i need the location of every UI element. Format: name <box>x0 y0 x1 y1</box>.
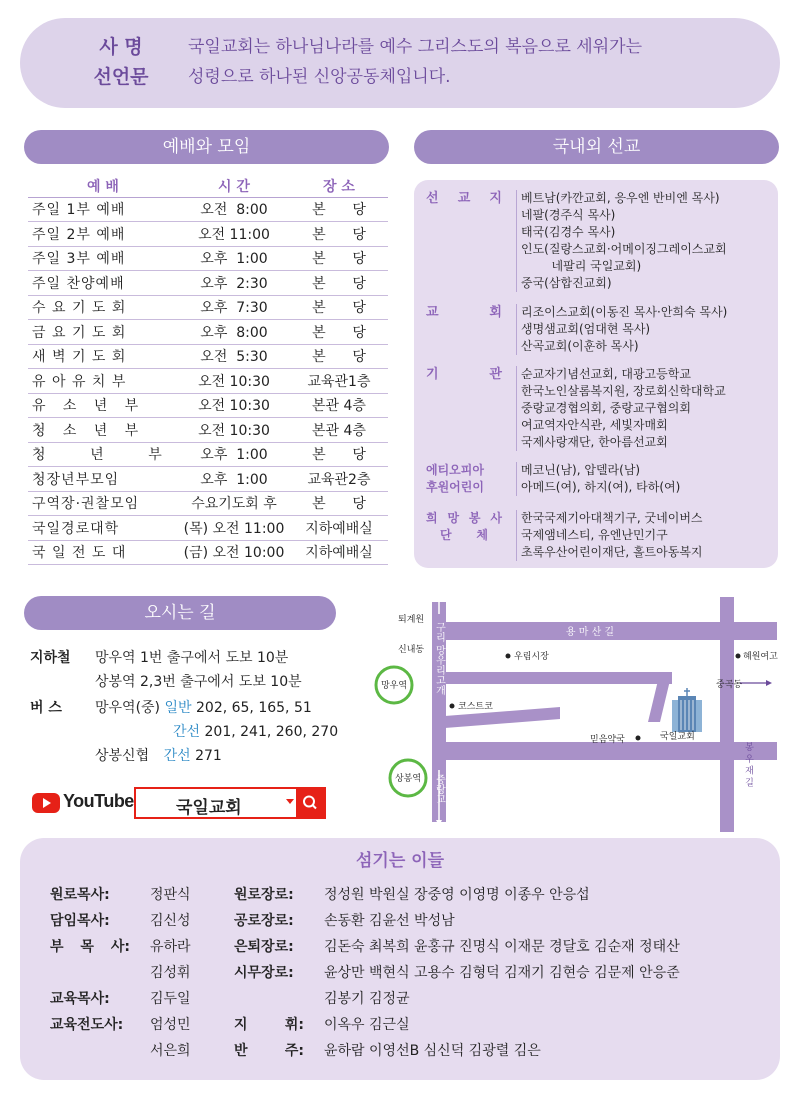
worship-time-cell: 오전 10:30 <box>178 369 290 394</box>
worship-time-cell: 오전 10:30 <box>178 418 290 443</box>
mission-item: 산곡교회(이훈하 목사) <box>521 339 639 353</box>
worship-place-cell: 본 당 <box>290 246 388 271</box>
map-label-sangbong-station: 상봉역 <box>394 774 422 784</box>
mission-item: 네팔(경주식 목사) <box>521 208 616 222</box>
worship-place-cell: 본 당 <box>290 442 388 467</box>
mission-text-line1: 국일교회는 하나님나라를 예수 그리스도의 복음으로 세워가는 <box>188 37 642 57</box>
map-label-junggok: 중곡동 <box>716 680 743 690</box>
search-button[interactable] <box>296 789 324 817</box>
mission-item: 국제앰네스티, 유엔난민기구 <box>521 528 668 542</box>
subway-route-2: 상봉역 2,3번 출구에서 도보 10분 <box>95 674 302 690</box>
mission-title <box>86 32 156 92</box>
worship-service-cell: 청장년부모임 <box>28 467 178 492</box>
bus-trunk-routes: 201, 241, 260, 270 <box>204 724 339 740</box>
worship-time-cell: 오후 1:00 <box>178 442 290 467</box>
server-name: 김성휘 <box>150 965 191 981</box>
worship-row <box>28 295 388 320</box>
map-road-middle <box>432 672 672 684</box>
bus-type-trunk: 간선 <box>163 748 191 764</box>
map-label-costco: 코스트코 <box>458 702 493 712</box>
server-names: 손동환 김윤선 박성남 <box>324 913 455 929</box>
worship-time-cell: (금) 오전 10:00 <box>178 540 290 565</box>
youtube-search-box[interactable] <box>134 787 326 819</box>
worship-row <box>28 442 388 467</box>
mission-item: 인도(질랑스교회·어메이징그레이스교회 <box>521 242 727 256</box>
server-role: 원로장로: <box>234 887 294 903</box>
mission-group-label <box>426 510 502 544</box>
server-role: 교육전도사: <box>50 1017 124 1033</box>
mission-group-label-line2: 단 체 <box>440 528 488 542</box>
worship-place-cell: 교육관1층 <box>290 369 388 394</box>
mission-group-items <box>516 462 774 496</box>
worship-time-cell: 오후 1:00 <box>178 467 290 492</box>
mission-group-label-line2: 후원어린이 <box>426 480 484 494</box>
col-header-place: 장 소 <box>290 175 388 197</box>
missions-heading: 국내외 선교 <box>414 130 779 164</box>
server-role: 시무장로: <box>234 965 294 981</box>
map-label-church: 국일교회 <box>660 732 695 742</box>
bus-stop-2 <box>95 744 222 768</box>
server-names: 윤하람 이영선B 심신덕 김광렬 김은 <box>324 1043 541 1059</box>
worship-place-cell: 본 당 <box>290 491 388 516</box>
bus-stop-1 <box>95 696 312 720</box>
server-name: 김신성 <box>150 913 191 929</box>
worship-row <box>28 222 388 247</box>
server-names: 정성원 박원실 장중영 이영명 이종우 안응섭 <box>324 887 590 903</box>
server-role: 지 휘: <box>234 1017 304 1033</box>
mission-item: 국제사랑재단, 한아름선교회 <box>521 435 668 449</box>
mission-item: 아메드(여), 하지(여), 타하(여) <box>521 480 681 494</box>
worship-place-cell: 본 당 <box>290 320 388 345</box>
mission-item: 순교자기념선교회, 대광고등학교 <box>521 367 691 381</box>
worship-time-cell: 오후 7:30 <box>178 295 290 320</box>
dropdown-arrow-icon[interactable] <box>286 799 294 804</box>
mission-title-line2: 선언문 <box>93 66 149 88</box>
mission-item: 중국(삼합진교회) <box>521 276 612 290</box>
map-label-urim-market: 우림시장 <box>514 652 549 662</box>
bus-stop-name: 상봉신협 <box>95 748 150 764</box>
server-names: 윤상만 백현식 고용수 김형덕 김재기 김현승 김문제 안응준 <box>324 965 680 981</box>
mission-group-label: 기 관 <box>426 367 502 382</box>
subway-label: 지하철 <box>30 650 71 666</box>
youtube-play-icon <box>32 793 60 813</box>
mission-item: 초록우산어린이재단, 홀트아동복지 <box>521 545 703 559</box>
worship-place-cell: 본관 4층 <box>290 393 388 418</box>
server-names: 김돈숙 최복희 윤홍규 진명식 이재문 경달호 김순재 정태산 <box>324 939 680 955</box>
worship-service-cell: 주일 2부 예배 <box>28 222 178 247</box>
worship-service-cell: 주일 3부 예배 <box>28 246 178 271</box>
worship-time-cell: 수요기도회 후 <box>178 491 290 516</box>
bus-trunk-routes: 271 <box>195 748 222 764</box>
map-label-gurimangu-road: 구리 망우리고개 <box>433 622 445 696</box>
worship-row <box>28 540 388 565</box>
map-label-jungnanggyo: 중랑교 <box>433 774 445 804</box>
map-label-mangu-station: 망우역 <box>380 681 408 691</box>
servers-heading: 섬기는 이들 <box>355 851 445 871</box>
worship-row <box>28 246 388 271</box>
server-role: 반 주: <box>234 1043 304 1059</box>
directions-subway <box>30 646 360 696</box>
map-label-bongujae-road: 봉 우 재 길 <box>743 742 753 787</box>
mission-group-label-line1: 에티오피아 <box>426 463 484 477</box>
worship-service-cell: 새 벽 기 도 회 <box>28 344 178 369</box>
bus-general-routes: 202, 65, 165, 51 <box>196 700 312 716</box>
bus-trunk-line <box>173 720 338 744</box>
map-label-yongmasan-road: 용 마 산 길 <box>565 627 615 638</box>
worship-service-cell: 주일 찬양예배 <box>28 271 178 296</box>
server-name: 김두일 <box>150 991 191 1007</box>
worship-place-cell: 본관 4층 <box>290 418 388 443</box>
server-name: 정판식 <box>150 887 191 903</box>
server-role: 부 목 사: <box>50 939 130 955</box>
missions-panel <box>414 180 778 568</box>
worship-service-cell: 주일 1부 예배 <box>28 197 178 222</box>
mission-item: 생명샘교회(엄대현 목사) <box>521 322 651 336</box>
worship-place-cell: 본 당 <box>290 295 388 320</box>
church-building-icon <box>672 688 702 732</box>
worship-time-cell: 오전 10:30 <box>178 393 290 418</box>
worship-schedule-table <box>28 175 388 565</box>
worship-place-cell: 지하예배실 <box>290 540 388 565</box>
worship-service-cell: 국 일 전 도 대 <box>28 540 178 565</box>
mission-group-label <box>426 462 502 496</box>
mission-item: 한국노인살롬복지원, 장로회신학대학교 <box>521 384 726 398</box>
server-name: 유하라 <box>150 939 191 955</box>
worship-row <box>28 271 388 296</box>
map-label-sinnaedong: 신내동 <box>398 645 425 655</box>
worship-service-cell: 청 소 년 부 <box>28 418 178 443</box>
worship-time-cell: 오전 5:30 <box>178 344 290 369</box>
pharmacy-marker <box>636 736 641 741</box>
worship-time-cell: 오후 8:00 <box>178 320 290 345</box>
mission-item: 태국(김경수 목사) <box>521 225 616 239</box>
bus-type-general: 일반 <box>164 700 192 716</box>
bus-type-trunk: 간선 <box>173 724 201 740</box>
worship-row <box>28 467 388 492</box>
youtube-wordmark: YouTube <box>63 791 134 811</box>
worship-row <box>28 393 388 418</box>
server-role: 교육목사: <box>50 991 110 1007</box>
worship-service-cell: 유 소 년 부 <box>28 393 178 418</box>
worship-place-cell: 본 당 <box>290 197 388 222</box>
search-icon <box>296 789 324 817</box>
map-label-toegyewon: 퇴계원 <box>398 615 425 625</box>
mission-item: 한국국제기아대책기구, 굿네이버스 <box>521 511 703 525</box>
worship-service-cell: 구역장·권찰모임 <box>28 491 178 516</box>
mission-group-label: 선 교 지 <box>426 191 502 206</box>
worship-place-cell: 지하예배실 <box>290 516 388 541</box>
mission-group-items <box>516 510 774 561</box>
server-role: 공로장로: <box>234 913 294 929</box>
mission-title-line1: 사 명 <box>99 36 143 58</box>
worship-time-cell: 오후 2:30 <box>178 271 290 296</box>
mission-statement-banner <box>20 18 780 108</box>
col-header-service: 예 배 <box>28 175 178 197</box>
worship-row <box>28 197 388 222</box>
worship-service-cell: 금 요 기 도 회 <box>28 320 178 345</box>
worship-time-cell: 오전 8:00 <box>178 197 290 222</box>
worship-row <box>28 320 388 345</box>
mission-group-label-line1: 희 망 봉 사 <box>426 511 502 525</box>
worship-service-cell: 유 아 유 치 부 <box>28 369 178 394</box>
mission-item: 네팔리 국일교회) <box>521 259 642 273</box>
location-map <box>360 592 800 842</box>
bus-label: 버 스 <box>30 700 62 716</box>
urim-market-marker <box>506 654 511 659</box>
map-road-vertical-east <box>720 597 734 832</box>
map-label-pharmacy: 믿음약국 <box>590 735 625 745</box>
server-names: 김봉기 김정균 <box>324 991 410 1007</box>
mission-group-items <box>516 304 774 355</box>
server-role: 담임목사: <box>50 913 110 929</box>
worship-place-cell: 교육관2층 <box>290 467 388 492</box>
mission-item: 여교역자안식관, 세빛자매회 <box>521 418 668 432</box>
worship-row <box>28 516 388 541</box>
mission-item: 리조이스교회(이동진 목사·안희숙 목사) <box>521 305 728 319</box>
server-name: 엄성민 <box>150 1017 191 1033</box>
worship-place-cell: 본 당 <box>290 344 388 369</box>
worship-place-cell: 본 당 <box>290 222 388 247</box>
hyewon-school-marker <box>736 654 741 659</box>
server-role: 원로목사: <box>50 887 110 903</box>
mission-item: 중랑교경협의회, 중랑교구협의회 <box>521 401 691 415</box>
search-query[interactable]: 국일교회 <box>176 798 242 818</box>
worship-row <box>28 344 388 369</box>
youtube-logo[interactable] <box>32 790 134 816</box>
worship-row <box>28 418 388 443</box>
worship-service-cell: 청 년 부 <box>28 442 178 467</box>
mission-text <box>188 32 642 92</box>
costco-marker <box>450 704 455 709</box>
mission-text-line2: 성령으로 하나된 신앙공동체입니다. <box>188 67 451 87</box>
worship-service-cell: 국일경로대학 <box>28 516 178 541</box>
worship-header-row <box>28 175 388 197</box>
mission-group-items <box>516 366 774 451</box>
worship-row <box>28 369 388 394</box>
bus-stop-name: 망우역(중) <box>95 700 161 716</box>
map-label-hyewon-school: 혜원여고 <box>743 652 778 662</box>
mission-group-items <box>516 190 774 292</box>
worship-service-cell: 수 요 기 도 회 <box>28 295 178 320</box>
worship-time-cell: 오전 11:00 <box>178 222 290 247</box>
worship-time-cell: 오후 1:00 <box>178 246 290 271</box>
worship-time-cell: (목) 오전 11:00 <box>178 516 290 541</box>
col-header-time: 시 간 <box>178 175 290 197</box>
worship-heading: 예배와 모임 <box>24 130 389 164</box>
map-road-lower <box>432 707 560 729</box>
servers-panel <box>20 838 780 1080</box>
worship-place-cell: 본 당 <box>290 271 388 296</box>
subway-route-1: 망우역 1번 출구에서 도보 10분 <box>95 650 289 666</box>
server-role: 은퇴장로: <box>234 939 294 955</box>
server-name: 서은희 <box>150 1043 191 1059</box>
worship-row <box>28 491 388 516</box>
mission-item: 베트남(카깐교회, 응우엔 반비엔 목사) <box>521 191 720 205</box>
server-names: 이옥우 김근실 <box>324 1017 410 1033</box>
mission-item: 메코닌(남), 압델라(남) <box>521 463 641 477</box>
mission-group-label: 교 회 <box>426 305 502 320</box>
directions-bus <box>30 696 360 772</box>
directions-heading: 오시는 길 <box>24 596 336 630</box>
